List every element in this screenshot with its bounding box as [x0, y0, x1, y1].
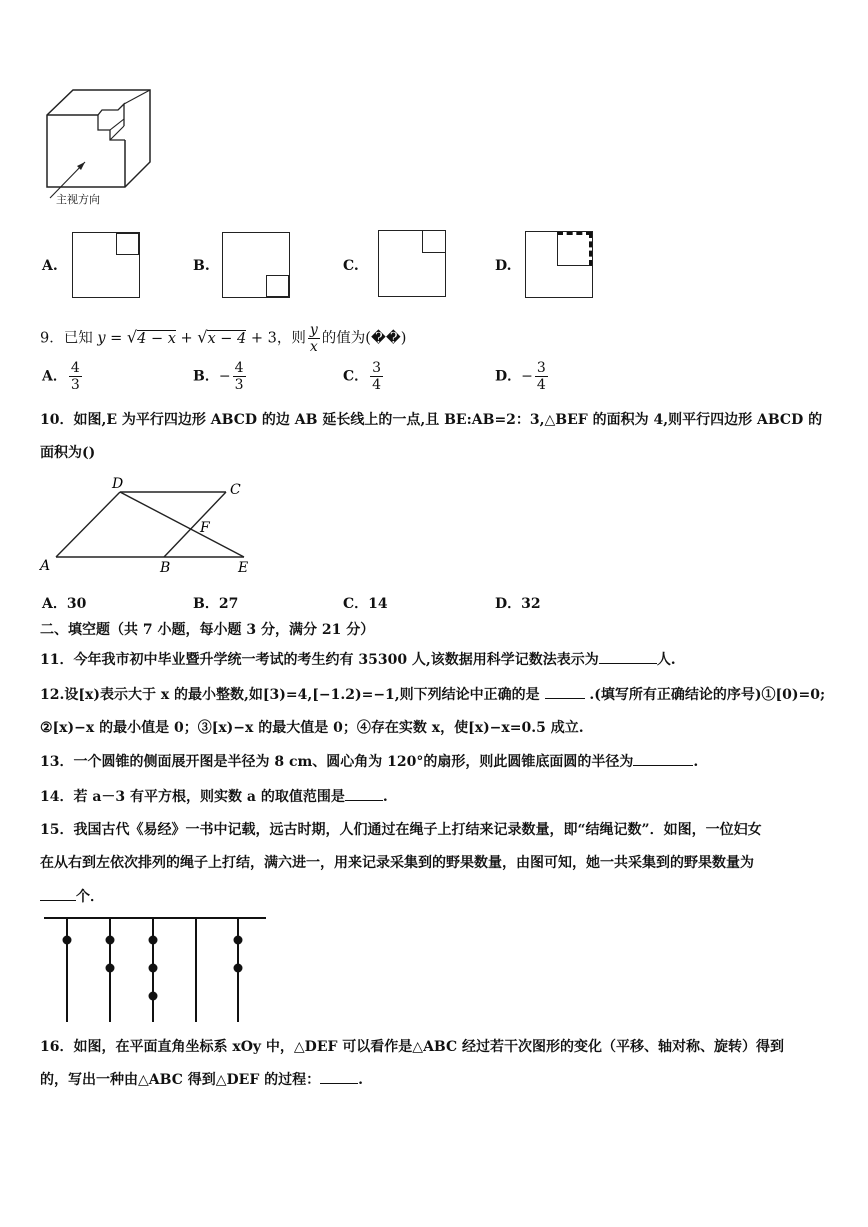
q11: 11．今年我市初中毕业暨升学统一考试的考生约有 35300 人,该数据用科学记数法表示为 人.	[40, 652, 676, 668]
q15-line2: 在从右到左依次排列的绳子上打结，满六进一，用来记录采集到的野果数量，由图可知，她一共采集到的野果数量为	[40, 855, 754, 871]
q8-option-d-figure[interactable]	[525, 231, 593, 298]
q8-option-a-figure[interactable]	[72, 232, 140, 298]
q10-option-c[interactable]: C．14	[343, 596, 388, 612]
q8-option-b-figure[interactable]	[222, 232, 290, 298]
cube-figure	[40, 86, 160, 208]
label-c: C	[230, 482, 241, 498]
q14: 14．若 a－3 有平方根，则实数 a 的取值范围是 .	[40, 789, 388, 805]
q16-line1: 16．如图，在平面直角坐标系 xOy 中，△DEF 可以看作是△ABC 经过若干次图形的变化（平移、轴对称、旋转）得到	[40, 1039, 785, 1055]
q8-option-b-letter[interactable]: B.	[193, 258, 210, 274]
q13: 13．一个圆锥的侧面展开图是半径为 8 cm、圆心角为 120°的扇形，则此圆锥底面圆的半径为 .	[40, 754, 699, 770]
q10-option-b[interactable]: B．27	[193, 596, 239, 612]
q12-blank[interactable]	[545, 698, 585, 699]
q14-blank[interactable]	[345, 800, 383, 801]
q16-blank[interactable]	[320, 1083, 358, 1084]
q8-option-c-letter[interactable]: C.	[343, 258, 359, 274]
q15-blank[interactable]	[40, 900, 76, 901]
q12-line2: ②[x)−x 的最小值是 0；③[x)−x 的最大值是 0；④存在实数 x，使[x)−x=0.5 成立.	[40, 720, 584, 736]
q9-option-a[interactable]: A． $\frac{4}{3}$	[42, 360, 80, 393]
label-d: D	[112, 476, 124, 492]
parallelogram-figure	[36, 474, 266, 578]
knotted-rope-figure	[40, 912, 270, 1024]
q16-line2: 的，写出一种由△ABC 得到△DEF 的过程： .	[40, 1072, 364, 1088]
q10-line2: 面积为()	[40, 445, 96, 461]
label-e: E	[238, 560, 249, 576]
q11-blank[interactable]	[599, 663, 657, 664]
label-b: B	[160, 560, 171, 576]
q8-option-c-figure[interactable]	[378, 230, 446, 297]
q9-stem: 9．已知 y = √4 − x + √x − 4 + 3，则 $\frac{y}{x}$ 的值为(��)	[40, 322, 407, 355]
view-direction-label: 主视方向	[56, 193, 100, 206]
q10-option-d[interactable]: D．32	[495, 596, 541, 612]
q13-blank[interactable]	[633, 765, 693, 766]
q15-line3: 个．	[40, 887, 104, 907]
q15-line1: 15．我国古代《易经》一书中记载，远古时期，人们通过在绳子上打结来记录数量，即“结绳记数”．如图，一位妇女	[40, 822, 762, 838]
q9-option-c[interactable]: C． $\frac{3}{4}$	[343, 360, 382, 393]
q8-option-d-letter[interactable]: D.	[495, 258, 512, 274]
q8-option-a-letter[interactable]: A.	[42, 258, 58, 274]
label-a: A	[40, 558, 51, 574]
section-2-heading: 二、填空题（共 7 小题，每小题 3 分，满分 21 分）	[40, 622, 375, 638]
q10-line1: 10．如图,E 为平行四边形 ABCD 的边 AB 延长线上的一点,且 BE:AB=2：3,△BEF 的面积为 4,则平行四边形 ABCD 的	[40, 412, 823, 428]
q9-option-d[interactable]: D．− $\frac{3}{4}$	[495, 360, 546, 393]
q10-option-a[interactable]: A．30	[42, 596, 87, 612]
label-f: F	[200, 520, 210, 536]
q9-option-b[interactable]: B．− $\frac{4}{3}$	[193, 360, 244, 393]
q12-line1: 12.设[x)表示大于 x 的最小整数,如[3)=4,[−1.2)=−1,则下列结论中正确的是 .(填写所有正确结论的序号)①[0)=0;	[40, 687, 826, 703]
